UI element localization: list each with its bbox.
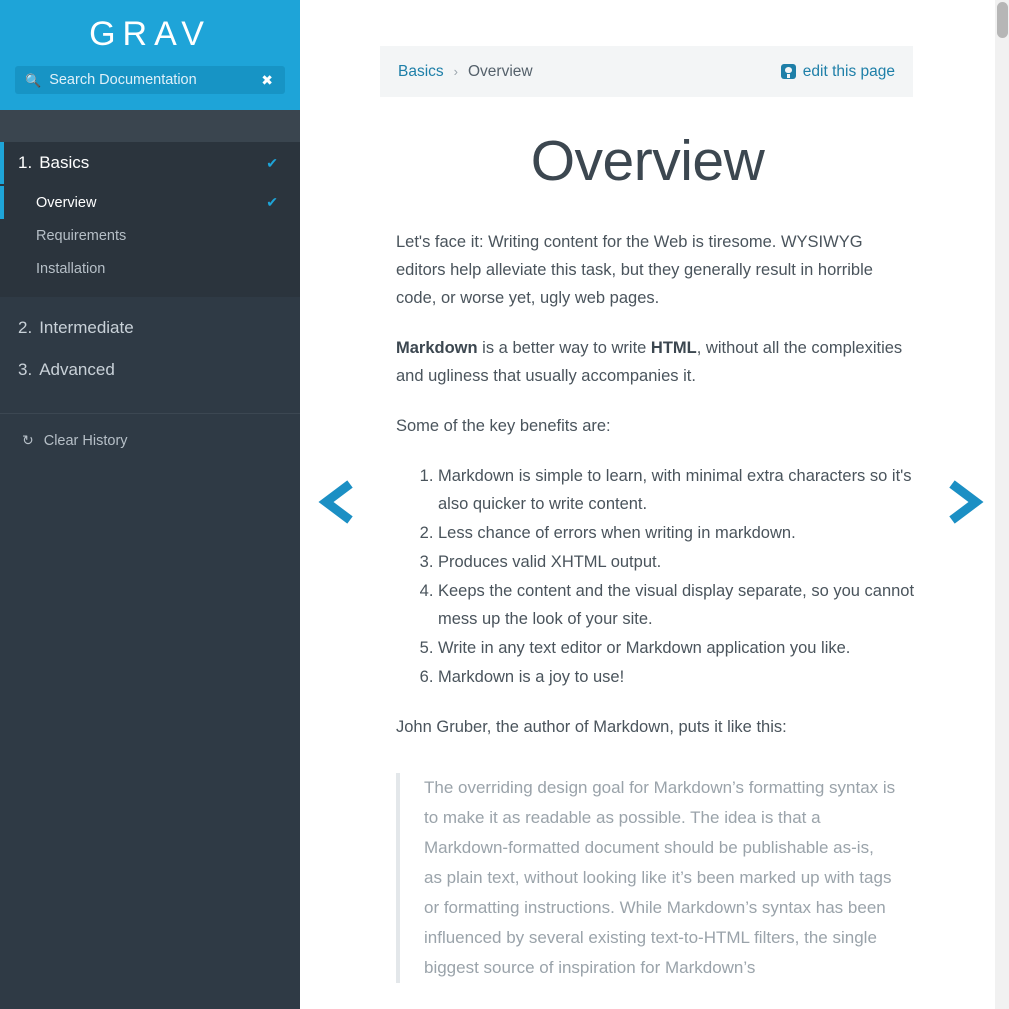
paragraph-gruber: John Gruber, the author of Markdown, puts it like this:	[396, 718, 787, 736]
history-icon: ↺	[22, 432, 34, 448]
search-input[interactable]	[49, 72, 255, 88]
paragraph-intro: Let's face it: Writing content for the Web is tiresome. WYSIWYG editors help alleviate this task, but they generally result in horrible code, or worse yet, ugly web pages.	[396, 233, 873, 307]
html-bold: HTML	[650, 339, 697, 357]
clear-history-label: Clear History	[43, 432, 128, 449]
list-item: 3. Produces valid XHTML output.	[438, 548, 916, 576]
search-icon: 🔍	[25, 72, 42, 88]
paragraph-markdown	[396, 334, 916, 390]
sidebar-item-installation[interactable]	[0, 252, 300, 285]
sidebar-item-label: Installation	[36, 260, 106, 277]
next-page-arrow[interactable]	[938, 478, 986, 526]
list-item: 6. Markdown is a joy to use!	[438, 663, 916, 691]
check-icon: ✔	[266, 154, 278, 171]
chapter-number-3: 3.	[18, 360, 33, 379]
main-content	[300, 0, 995, 1009]
previous-page-arrow[interactable]	[316, 478, 364, 526]
chapter-label-3: Advanced	[39, 360, 115, 379]
scrollbar-thumb[interactable]	[997, 2, 1008, 38]
list-item: 4. Keeps the content and the visual display separate, so you cannot mess up the look of your site.	[438, 577, 916, 633]
sidebar-item-label: Requirements	[36, 227, 127, 244]
clear-history-button[interactable]	[0, 414, 300, 449]
search-box[interactable]	[15, 66, 285, 94]
edit-this-page-label: edit this page	[802, 62, 895, 80]
chapter-label-1: Basics	[39, 153, 90, 172]
sidebar-item-requirements[interactable]	[0, 219, 300, 252]
paragraph-benefits-lead: Some of the key benefits are:	[396, 417, 611, 435]
sidebar-item-overview[interactable]	[0, 186, 300, 219]
sidebar-header	[0, 0, 300, 110]
breadcrumb	[380, 46, 913, 97]
blockquote	[396, 773, 896, 983]
sidebar-nav	[0, 142, 300, 449]
breadcrumb-separator: ›	[453, 64, 458, 79]
check-icon: ✔	[266, 194, 278, 210]
chapter-number-1: 1.	[18, 153, 33, 172]
chapter-label-2: Intermediate	[39, 318, 134, 337]
markdown-end: , without all the complexities and ugliness that usually accompanies it.	[396, 339, 903, 385]
list-item: 2. Less chance of errors when writing in markdown.	[438, 519, 916, 547]
page-title: Overview	[530, 129, 765, 193]
sidebar-nav-spacer	[0, 110, 300, 142]
sidebar-item-basics[interactable]	[0, 142, 300, 184]
markdown-bold: Markdown	[396, 339, 478, 357]
sidebar-item-advanced[interactable]	[0, 349, 300, 391]
chapter-number-2: 2.	[18, 318, 33, 337]
article-body	[396, 228, 916, 1005]
markdown-mid: is a better way to write	[477, 339, 651, 357]
clear-search-icon[interactable]: ✖	[261, 72, 273, 88]
blockquote-text: The overriding design goal for Markdown’s formatting syntax is to make it as readable as possible. The idea is that a Markdown-formatted document should be publishable as-is, as plain text, without looking like it’s been marked up with tags or formatting instructions. While Markdown’s syntax has been influenced by several existing text-to-HTML filters, the single biggest source of inspiration for Markdown’s	[424, 778, 896, 977]
benefits-list	[396, 462, 916, 691]
scrollbar-track[interactable]	[995, 0, 1009, 1009]
grav-logo: GRAV	[89, 15, 211, 53]
sidebar	[0, 0, 300, 1009]
edit-this-page-link[interactable]	[781, 63, 895, 81]
sidebar-item-label: Overview	[36, 194, 97, 211]
list-item: 5. Write in any text editor or Markdown application you like.	[438, 634, 916, 662]
list-item: 1. Markdown is simple to learn, with minimal extra characters so it's also quicker to write content.	[438, 462, 916, 518]
github-icon	[781, 64, 796, 79]
breadcrumb-parent[interactable]: Basics	[398, 62, 444, 80]
sidebar-item-intermediate[interactable]	[0, 307, 300, 349]
sidebar-subnav-basics	[0, 184, 300, 297]
breadcrumb-current: Overview	[468, 62, 533, 80]
